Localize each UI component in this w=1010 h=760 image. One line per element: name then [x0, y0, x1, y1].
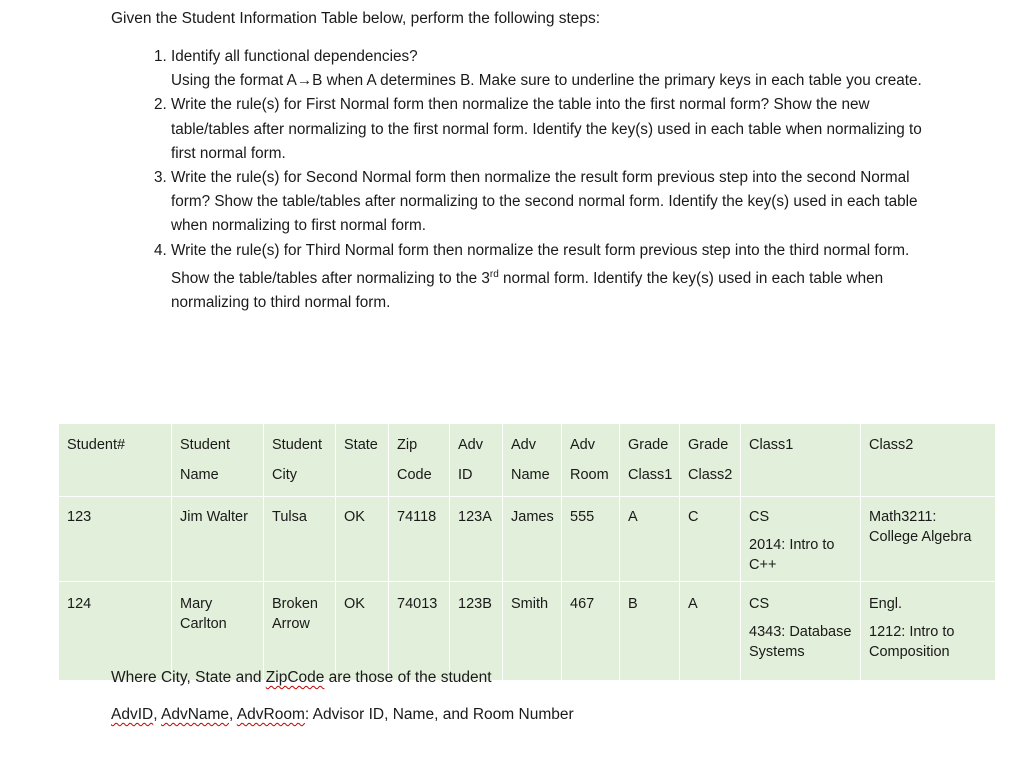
- cell-zip: 74013: [389, 582, 450, 681]
- header-cell: Student City: [264, 424, 336, 497]
- cell-name: Jim Walter: [172, 497, 264, 582]
- step-4: [171, 239, 941, 316]
- header-cell: Grade Class1: [620, 424, 680, 497]
- cell-adv-name: James: [503, 497, 562, 582]
- intro-text: Given the Student Information Table below, perform the following steps:: [111, 10, 601, 27]
- cell-state: OK: [336, 582, 389, 681]
- cell-adv-name: Smith: [503, 582, 562, 681]
- cell-state: OK: [336, 497, 389, 582]
- cell-grade2: C: [680, 497, 741, 582]
- header-cell: State: [336, 424, 389, 497]
- note-advisor-fields: AdvID, AdvName, AdvRoom: Advisor ID, Name, and Room Number: [111, 706, 574, 723]
- header-cell: Student Name: [172, 424, 264, 497]
- header-cell: Class1: [741, 424, 861, 497]
- cell-name: Mary Carlton: [172, 582, 264, 681]
- header-cell: Zip Code: [389, 424, 450, 497]
- cell-class1: CS 4343: Database Systems: [741, 582, 861, 681]
- header-cell: Grade Class2: [680, 424, 741, 497]
- cell-class2: Engl. 1212: Intro to Composition: [861, 582, 996, 681]
- header-cell: Adv Name: [503, 424, 562, 497]
- note-city-state-zip: Where City, State and ZipCode are those of the student: [111, 669, 492, 686]
- step-4-text-b: normal form. Identify the key(s) used in each table when normalizing to third normal form.: [171, 269, 884, 312]
- step-2-text: Write the rule(s) for First Normal form then normalize the table into the first normal form? Show the new table/tables after normalizing to the first normal form. Identify the key(s) used in each table when normalizing to first normal form.: [171, 96, 922, 162]
- step-1-line-1: Identify all functional dependencies?: [171, 48, 418, 65]
- step-1-line-2: Using the format A→B when A determines B. Make sure to underline the primary keys in each table you create.: [171, 72, 922, 90]
- table-header-row: [59, 424, 996, 497]
- cell-grade2: A: [680, 582, 741, 681]
- cell-grade1: A: [620, 497, 680, 582]
- header-cell: Class2: [861, 424, 996, 497]
- step-1: [171, 45, 941, 93]
- steps-list: [130, 45, 941, 315]
- cell-city: Tulsa: [264, 497, 336, 582]
- header-cell: Student#: [59, 424, 172, 497]
- table-row: [59, 582, 996, 681]
- step-4-superscript: rd: [489, 268, 499, 280]
- cell-adv-room: 467: [562, 582, 620, 681]
- header-cell: Adv Room: [562, 424, 620, 497]
- cell-student-no: 124: [59, 582, 172, 681]
- student-info-table: [58, 423, 996, 681]
- cell-class1: CS 2014: Intro to C++: [741, 497, 861, 582]
- step-2: [171, 93, 941, 166]
- step-3-text: Write the rule(s) for Second Normal form then normalize the result form previous step into the second Normal form? Show the table/tables after normalizing to the second normal form. Identify the key(s) used in each table when normalizing to first normal form.: [171, 169, 918, 235]
- cell-grade1: B: [620, 582, 680, 681]
- step-4-text-a: Write the rule(s) for Third Normal form then normalize the result form previous step into the third normal form. Show the table/tables after normalizing to the 3: [171, 241, 910, 287]
- header-cell: Adv ID: [450, 424, 503, 497]
- cell-city: Broken Arrow: [264, 582, 336, 681]
- cell-adv-room: 555: [562, 497, 620, 582]
- cell-zip: 74118: [389, 497, 450, 582]
- cell-adv-id: 123B: [450, 582, 503, 681]
- cell-class2: Math3211: College Algebra: [861, 497, 996, 582]
- cell-adv-id: 123A: [450, 497, 503, 582]
- step-3: [171, 166, 941, 239]
- table-row: [59, 497, 996, 582]
- cell-student-no: 123: [59, 497, 172, 582]
